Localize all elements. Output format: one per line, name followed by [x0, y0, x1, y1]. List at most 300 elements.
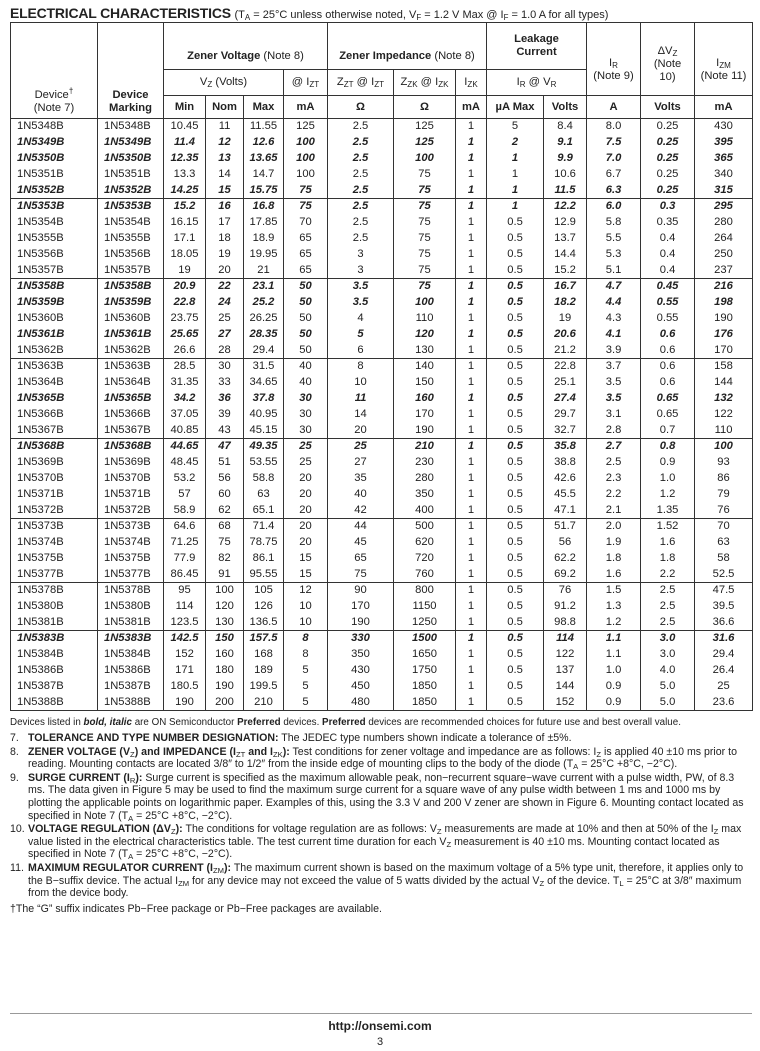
- cell-device: 1N5366B: [11, 407, 98, 423]
- cell-vz-max: 14.7: [244, 167, 284, 183]
- cell-device: 1N5357B: [11, 263, 98, 279]
- cell-vz-min: 40.85: [164, 423, 206, 439]
- cell-zzt: 44: [328, 519, 394, 535]
- cell-zzk: 125: [394, 135, 456, 151]
- cell-izm: 39.5: [695, 599, 753, 615]
- cell-zzk: 500: [394, 519, 456, 535]
- cell-vz-min: 180.5: [164, 679, 206, 695]
- cell-delta-vz: 1.6: [641, 535, 695, 551]
- cell-vz-max: 12.6: [244, 135, 284, 151]
- cell-ir-max: 0.5: [487, 407, 544, 423]
- cell-vz-min: 152: [164, 647, 206, 663]
- cell-marking: 1N5360B: [98, 311, 164, 327]
- cell-izm: 36.6: [695, 615, 753, 631]
- cell-izm: 23.6: [695, 695, 753, 711]
- cell-izk: 1: [456, 679, 487, 695]
- cell-izm: 52.5: [695, 567, 753, 583]
- table-row: [11, 167, 753, 183]
- cell-zzt: 65: [328, 551, 394, 567]
- cell-zzt: 2.5: [328, 167, 394, 183]
- cell-device: 1N5378B: [11, 583, 98, 599]
- cell-vz-max: 86.1: [244, 551, 284, 567]
- cell-device: 1N5380B: [11, 599, 98, 615]
- cell-marking: 1N5350B: [98, 151, 164, 167]
- cell-vz-nom: 11: [206, 119, 244, 135]
- cell-zzt: 25: [328, 439, 394, 455]
- cell-ir-max: 0.5: [487, 247, 544, 263]
- cell-vr: 42.6: [544, 471, 587, 487]
- cell-izm: 340: [695, 167, 753, 183]
- cell-marking: 1N5373B: [98, 519, 164, 535]
- cell-delta-vz: 0.45: [641, 279, 695, 295]
- cell-izk: 1: [456, 167, 487, 183]
- cell-vz-nom: 51: [206, 455, 244, 471]
- cell-ir-surge: 0.9: [587, 679, 641, 695]
- cell-izm: 58: [695, 551, 753, 567]
- cell-vz-nom: 100: [206, 583, 244, 599]
- cell-vr: 47.1: [544, 503, 587, 519]
- cell-zzk: 1150: [394, 599, 456, 615]
- cell-vr: 62.2: [544, 551, 587, 567]
- cell-marking: 1N5378B: [98, 583, 164, 599]
- cell-izm: 132: [695, 391, 753, 407]
- cell-marking: 1N5351B: [98, 167, 164, 183]
- cell-izk: 1: [456, 119, 487, 135]
- cell-ir-max: 0.5: [487, 455, 544, 471]
- table-row: [11, 423, 753, 439]
- table-row: [11, 519, 753, 535]
- cell-vz-max: 157.5: [244, 631, 284, 647]
- cell-zzt: 430: [328, 663, 394, 679]
- cell-ir-surge: 1.1: [587, 647, 641, 663]
- cell-zzk: 1650: [394, 647, 456, 663]
- cell-ir-max: 0.5: [487, 663, 544, 679]
- cell-izm: 144: [695, 375, 753, 391]
- cell-vz-nom: 19: [206, 247, 244, 263]
- cell-ir-max: 0.5: [487, 599, 544, 615]
- cell-izk: 1: [456, 279, 487, 295]
- unit-header: Ω: [328, 96, 394, 119]
- table-row: [11, 551, 753, 567]
- cell-zzt: 350: [328, 647, 394, 663]
- table-row: [11, 327, 753, 343]
- cell-ir-surge: 4.7: [587, 279, 641, 295]
- cell-izk: 1: [456, 343, 487, 359]
- cell-device: 1N5350B: [11, 151, 98, 167]
- cell-izm: 63: [695, 535, 753, 551]
- cell-izt: 100: [284, 167, 328, 183]
- cell-izt: 20: [284, 471, 328, 487]
- cell-zzt: 2.5: [328, 119, 394, 135]
- note-text: ZENER VOLTAGE $(V_Z)$ and IMPEDANCE ($I_{ZT}$ and $I_{ZK}$): Test conditions for zener voltage and impedance are as follows: $I_Z$ is applied 40 ±10 ms prior to reading. Mounting contacts are located 3/8″ to 1/2″ from the inside edge of mounting clips to the body of the diode ($T_A = 25^\circ C +8^\circ C$, −2°C).: [28, 745, 737, 772]
- cell-zzt: 27: [328, 455, 394, 471]
- cell-izk: 1: [456, 567, 487, 583]
- cell-izt: 100: [284, 151, 328, 167]
- cell-vr: 20.6: [544, 327, 587, 343]
- cell-vz-min: 37.05: [164, 407, 206, 423]
- cell-zzt: 3: [328, 247, 394, 263]
- cell-zzt: 450: [328, 679, 394, 695]
- cell-delta-vz: 1.2: [641, 487, 695, 503]
- cell-izt: 15: [284, 551, 328, 567]
- cell-vr: 9.9: [544, 151, 587, 167]
- cell-ir-surge: 2.3: [587, 471, 641, 487]
- header-delta-vz: $\Delta V_Z$ (Note 10): [641, 23, 695, 96]
- cell-izt: 70: [284, 215, 328, 231]
- cell-ir-surge: 6.0: [587, 199, 641, 215]
- cell-ir-surge: 2.2: [587, 487, 641, 503]
- cell-ir-max: 0.5: [487, 519, 544, 535]
- cell-vr: 15.2: [544, 263, 587, 279]
- footer-divider: [10, 1013, 752, 1014]
- cell-vz-max: 17.85: [244, 215, 284, 231]
- cell-ir-max: 1: [487, 183, 544, 199]
- cell-vz-min: 26.6: [164, 343, 206, 359]
- cell-ir-max: 0.5: [487, 215, 544, 231]
- cell-marking: 1N5365B: [98, 391, 164, 407]
- cell-device: 1N5358B: [11, 279, 98, 295]
- unit-header: Min: [164, 96, 206, 119]
- cell-ir-surge: 7.0: [587, 151, 641, 167]
- cell-vz-nom: 13: [206, 151, 244, 167]
- cell-izk: 1: [456, 311, 487, 327]
- cell-device: 1N5359B: [11, 295, 98, 311]
- cell-vr: 12.9: [544, 215, 587, 231]
- cell-vr: 22.8: [544, 359, 587, 375]
- cell-vz-max: 78.75: [244, 535, 284, 551]
- device-group: [11, 279, 753, 359]
- table-row: [11, 231, 753, 247]
- header-leakage-current: Leakage Current: [487, 23, 587, 70]
- header-zzk: $Z_{ZK}$ @ $I_{ZK}$: [394, 70, 456, 96]
- cell-vz-nom: 39: [206, 407, 244, 423]
- cell-marking: 1N5358B: [98, 279, 164, 295]
- cell-delta-vz: 5.0: [641, 679, 695, 695]
- cell-vr: 9.1: [544, 135, 587, 151]
- cell-zzt: 42: [328, 503, 394, 519]
- cell-ir-surge: 2.1: [587, 503, 641, 519]
- cell-vz-min: 64.6: [164, 519, 206, 535]
- cell-izm: 395: [695, 135, 753, 151]
- cell-vr: 35.8: [544, 439, 587, 455]
- cell-vz-max: 37.8: [244, 391, 284, 407]
- cell-izm: 26.4: [695, 663, 753, 679]
- cell-vr: 137: [544, 663, 587, 679]
- footer-url-link[interactable]: http://onsemi.com: [328, 1019, 432, 1033]
- cell-zzt: 10: [328, 375, 394, 391]
- cell-marking: 1N5363B: [98, 359, 164, 375]
- cell-izt: 50: [284, 311, 328, 327]
- section-title: [10, 5, 752, 22]
- cell-device: 1N5372B: [11, 503, 98, 519]
- cell-zzk: 280: [394, 471, 456, 487]
- cell-device: 1N5361B: [11, 327, 98, 343]
- table-row: [11, 279, 753, 295]
- cell-izm: 216: [695, 279, 753, 295]
- cell-izm: 93: [695, 455, 753, 471]
- cell-delta-vz: 2.5: [641, 599, 695, 615]
- cell-izt: 125: [284, 119, 328, 135]
- table-row: [11, 295, 753, 311]
- cell-vz-max: 34.65: [244, 375, 284, 391]
- device-group: [11, 519, 753, 583]
- cell-device: 1N5352B: [11, 183, 98, 199]
- cell-zzt: 8: [328, 359, 394, 375]
- cell-izk: 1: [456, 487, 487, 503]
- cell-ir-surge: 2.5: [587, 455, 641, 471]
- cell-izt: 50: [284, 279, 328, 295]
- cell-ir-surge: 2.7: [587, 439, 641, 455]
- cell-ir-max: 0.5: [487, 231, 544, 247]
- cell-vz-max: 11.55: [244, 119, 284, 135]
- cell-ir-surge: 3.1: [587, 407, 641, 423]
- cell-device: 1N5371B: [11, 487, 98, 503]
- cell-izm: 29.4: [695, 647, 753, 663]
- table-row: [11, 471, 753, 487]
- cell-zzt: 2.5: [328, 231, 394, 247]
- cell-izk: 1: [456, 519, 487, 535]
- cell-zzt: 11: [328, 391, 394, 407]
- cell-izk: 1: [456, 599, 487, 615]
- cell-delta-vz: 0.25: [641, 183, 695, 199]
- cell-izt: 65: [284, 263, 328, 279]
- cell-izk: 1: [456, 663, 487, 679]
- cell-izm: 47.5: [695, 583, 753, 599]
- cell-delta-vz: 0.25: [641, 119, 695, 135]
- cell-izt: 40: [284, 359, 328, 375]
- cell-ir-max: 0.5: [487, 343, 544, 359]
- cell-vr: 10.6: [544, 167, 587, 183]
- table-row: [11, 663, 753, 679]
- cell-zzk: 75: [394, 215, 456, 231]
- cell-delta-vz: 0.25: [641, 135, 695, 151]
- cell-izk: 1: [456, 151, 487, 167]
- cell-marking: 1N5348B: [98, 119, 164, 135]
- cell-vz-nom: 60: [206, 487, 244, 503]
- cell-ir-surge: 5.1: [587, 263, 641, 279]
- table-row: [11, 455, 753, 471]
- notes-section: [10, 717, 752, 915]
- cell-izk: 1: [456, 583, 487, 599]
- cell-zzk: 100: [394, 151, 456, 167]
- cell-vz-max: 29.4: [244, 343, 284, 359]
- cell-marking: 1N5387B: [98, 679, 164, 695]
- cell-izt: 20: [284, 487, 328, 503]
- header-izt: @ $I_{ZT}$: [284, 70, 328, 96]
- table-row: [11, 583, 753, 599]
- cell-izm: 365: [695, 151, 753, 167]
- table-row: [11, 151, 753, 167]
- cell-marking: 1N5377B: [98, 567, 164, 583]
- cell-marking: 1N5355B: [98, 231, 164, 247]
- cell-izk: 1: [456, 327, 487, 343]
- cell-izm: 122: [695, 407, 753, 423]
- cell-zzk: 400: [394, 503, 456, 519]
- device-group: [11, 199, 753, 279]
- cell-device: 1N5363B: [11, 359, 98, 375]
- cell-izm: 25: [695, 679, 753, 695]
- cell-zzt: 20: [328, 423, 394, 439]
- cell-ir-surge: 1.8: [587, 551, 641, 567]
- cell-izt: 20: [284, 535, 328, 551]
- cell-vz-min: 58.9: [164, 503, 206, 519]
- cell-vz-min: 18.05: [164, 247, 206, 263]
- cell-vz-nom: 47: [206, 439, 244, 455]
- cell-device: 1N5373B: [11, 519, 98, 535]
- cell-zzk: 720: [394, 551, 456, 567]
- cell-zzt: 190: [328, 615, 394, 631]
- cell-zzk: 75: [394, 199, 456, 215]
- cell-izt: 5: [284, 663, 328, 679]
- cell-zzt: 2.5: [328, 183, 394, 199]
- cell-vz-nom: 12: [206, 135, 244, 151]
- cell-izt: 50: [284, 327, 328, 343]
- cell-ir-max: 1: [487, 199, 544, 215]
- cell-ir-surge: 4.4: [587, 295, 641, 311]
- cell-izm: 100: [695, 439, 753, 455]
- cell-vz-nom: 30: [206, 359, 244, 375]
- cell-delta-vz: 0.65: [641, 407, 695, 423]
- cell-zzt: 170: [328, 599, 394, 615]
- cell-izk: 1: [456, 135, 487, 151]
- cell-izm: 110: [695, 423, 753, 439]
- cell-vz-nom: 180: [206, 663, 244, 679]
- cell-device: 1N5384B: [11, 647, 98, 663]
- cell-izt: 30: [284, 423, 328, 439]
- table-row: [11, 695, 753, 711]
- cell-ir-surge: 4.1: [587, 327, 641, 343]
- header-vz: $V_Z$ (Volts): [164, 70, 284, 96]
- cell-device: 1N5351B: [11, 167, 98, 183]
- cell-izk: 1: [456, 615, 487, 631]
- cell-izk: 1: [456, 631, 487, 647]
- cell-vz-max: 15.75: [244, 183, 284, 199]
- cell-vz-min: 17.1: [164, 231, 206, 247]
- cell-vz-max: 26.25: [244, 311, 284, 327]
- cell-vz-min: 14.25: [164, 183, 206, 199]
- cell-izk: 1: [456, 503, 487, 519]
- cell-vz-max: 16.8: [244, 199, 284, 215]
- cell-vz-max: 189: [244, 663, 284, 679]
- cell-marking: 1N5370B: [98, 471, 164, 487]
- cell-vz-max: 28.35: [244, 327, 284, 343]
- cell-marking: 1N5364B: [98, 375, 164, 391]
- cell-ir-surge: 5.3: [587, 247, 641, 263]
- cell-delta-vz: 0.65: [641, 391, 695, 407]
- cell-delta-vz: 0.6: [641, 359, 695, 375]
- cell-izm: 264: [695, 231, 753, 247]
- cell-ir-max: 0.5: [487, 647, 544, 663]
- table-row: [11, 135, 753, 151]
- table-row: [11, 487, 753, 503]
- cell-vz-min: 15.2: [164, 199, 206, 215]
- device-group: [11, 631, 753, 711]
- cell-vz-min: 44.65: [164, 439, 206, 455]
- cell-zzt: 3.5: [328, 279, 394, 295]
- cell-ir-surge: 5.5: [587, 231, 641, 247]
- cell-marking: 1N5372B: [98, 503, 164, 519]
- cell-vz-max: 95.55: [244, 567, 284, 583]
- table-row: [11, 679, 753, 695]
- cell-izm: 158: [695, 359, 753, 375]
- cell-vz-min: 31.35: [164, 375, 206, 391]
- cell-zzt: 14: [328, 407, 394, 423]
- cell-vz-min: 171: [164, 663, 206, 679]
- cell-vz-nom: 25: [206, 311, 244, 327]
- cell-device: 1N5375B: [11, 551, 98, 567]
- unit-header: mA: [695, 96, 753, 119]
- header-zener-impedance: Zener Impedance (Note 8): [328, 23, 487, 70]
- cell-vr: 51.7: [544, 519, 587, 535]
- cell-izt: 20: [284, 503, 328, 519]
- table-row: [11, 631, 753, 647]
- cell-izt: 8: [284, 631, 328, 647]
- cell-izm: 76: [695, 503, 753, 519]
- unit-header: Ω: [394, 96, 456, 119]
- cell-delta-vz: 0.35: [641, 215, 695, 231]
- cell-marking: 1N5356B: [98, 247, 164, 263]
- table-row: [11, 215, 753, 231]
- cell-izm: 31.6: [695, 631, 753, 647]
- cell-vz-min: 48.45: [164, 455, 206, 471]
- cell-vr: 16.7: [544, 279, 587, 295]
- cell-vz-nom: 28: [206, 343, 244, 359]
- cell-izm: 70: [695, 519, 753, 535]
- device-group: [11, 439, 753, 519]
- cell-izt: 20: [284, 519, 328, 535]
- device-group: [11, 119, 753, 199]
- cell-izm: 237: [695, 263, 753, 279]
- cell-delta-vz: 0.25: [641, 167, 695, 183]
- cell-vz-max: 136.5: [244, 615, 284, 631]
- table-row: [11, 263, 753, 279]
- title-conditions: ($T_A = 25^\circ C$ unless otherwise noted, $V_F = 1.2$ V Max @ $I_F = 1.0$ A for all types): [234, 9, 609, 22]
- cell-ir-surge: 3.7: [587, 359, 641, 375]
- cell-zzt: 45: [328, 535, 394, 551]
- cell-ir-max: 0.5: [487, 487, 544, 503]
- cell-delta-vz: 1.8: [641, 551, 695, 567]
- cell-vz-max: 71.4: [244, 519, 284, 535]
- cell-izt: 65: [284, 247, 328, 263]
- cell-delta-vz: 0.9: [641, 455, 695, 471]
- cell-zzt: 5: [328, 327, 394, 343]
- cell-vz-nom: 20: [206, 263, 244, 279]
- cell-vz-nom: 120: [206, 599, 244, 615]
- cell-delta-vz: 0.25: [641, 151, 695, 167]
- cell-ir-max: 0.5: [487, 279, 544, 295]
- cell-izm: 315: [695, 183, 753, 199]
- cell-ir-surge: 2.0: [587, 519, 641, 535]
- cell-izt: 75: [284, 199, 328, 215]
- cell-marking: 1N5384B: [98, 647, 164, 663]
- cell-vr: 38.8: [544, 455, 587, 471]
- cell-device: 1N5369B: [11, 455, 98, 471]
- cell-device: 1N5354B: [11, 215, 98, 231]
- cell-vz-nom: 160: [206, 647, 244, 663]
- cell-izt: 10: [284, 615, 328, 631]
- cell-marking: 1N5368B: [98, 439, 164, 455]
- cell-zzt: 6: [328, 343, 394, 359]
- cell-ir-surge: 0.9: [587, 695, 641, 711]
- electrical-characteristics-table: [10, 22, 753, 711]
- cell-izt: 30: [284, 391, 328, 407]
- cell-vr: 91.2: [544, 599, 587, 615]
- header-zener-voltage: Zener Voltage (Note 8): [164, 23, 328, 70]
- cell-ir-max: 0.5: [487, 423, 544, 439]
- cell-izk: 1: [456, 375, 487, 391]
- cell-vz-min: 25.65: [164, 327, 206, 343]
- cell-vz-nom: 68: [206, 519, 244, 535]
